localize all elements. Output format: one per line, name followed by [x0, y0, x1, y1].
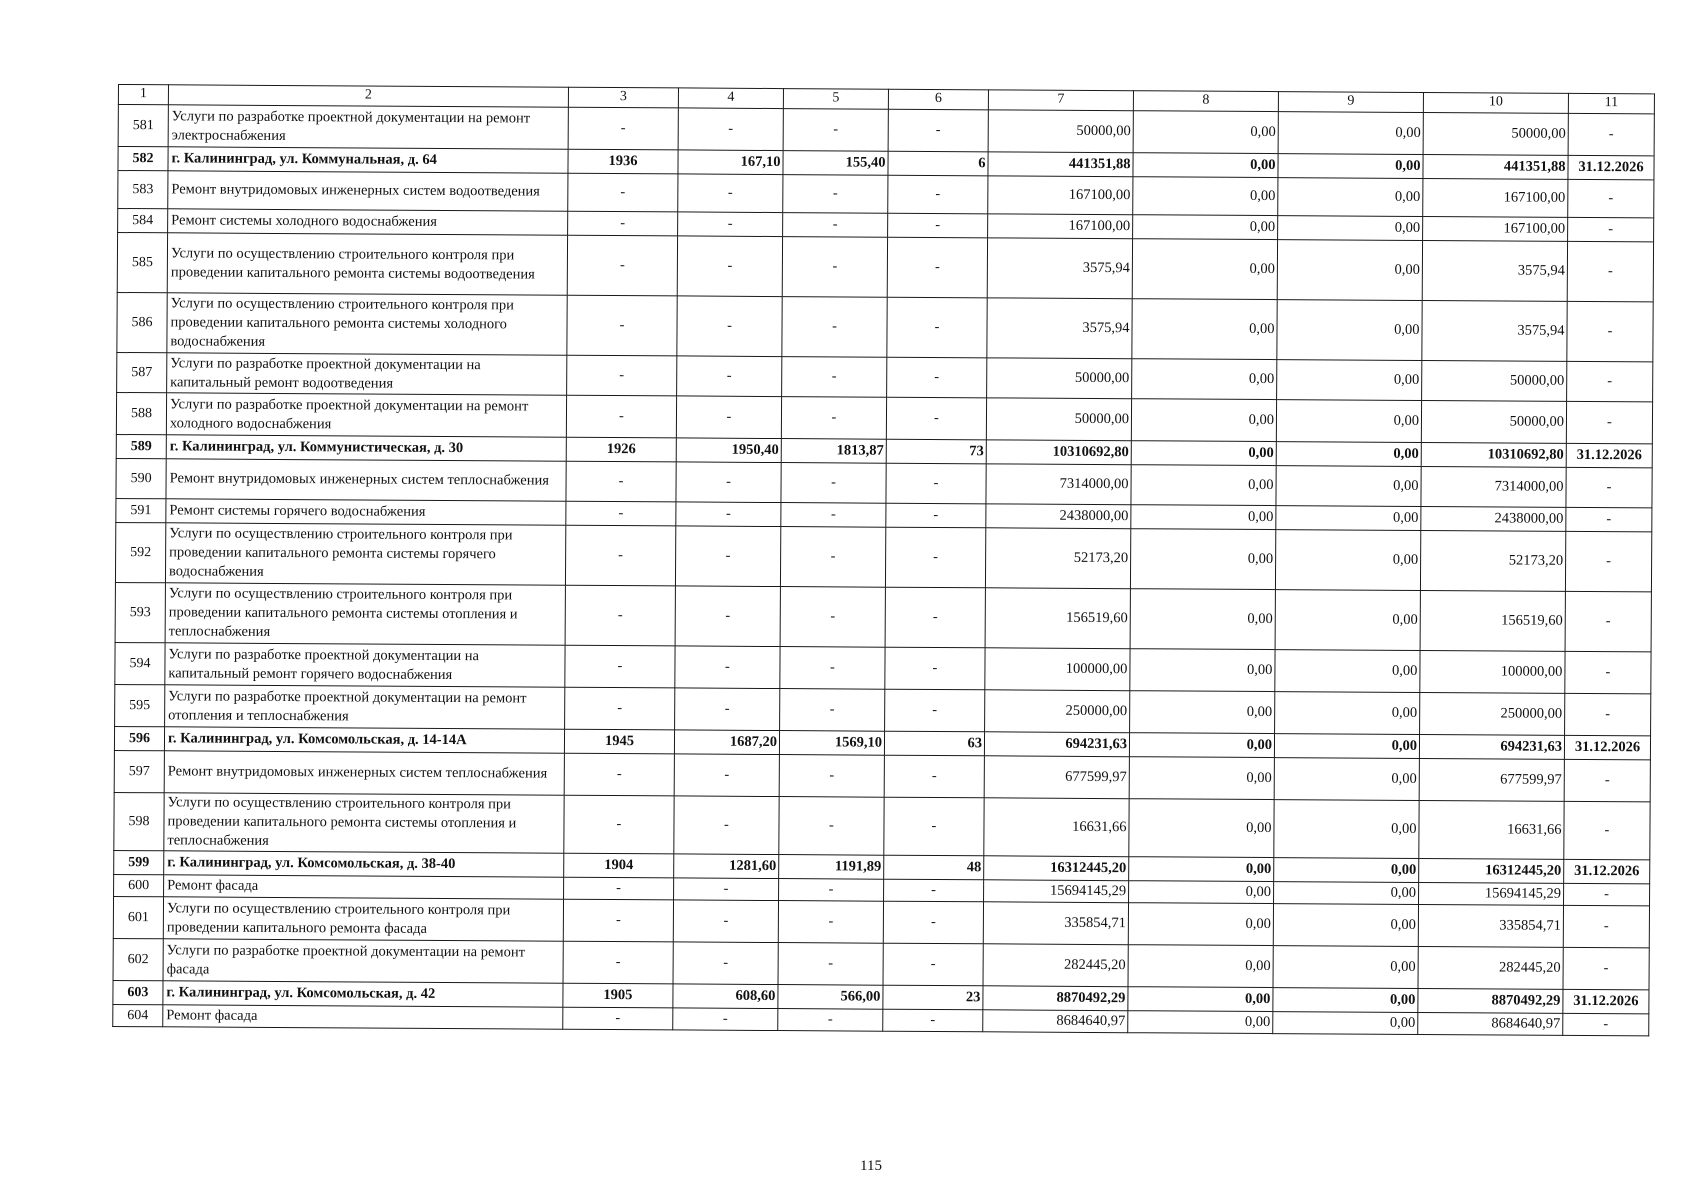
row-name: Ремонт внутридомовых инженерных систем теплоснабжения	[164, 751, 564, 795]
residents-cell: 63	[884, 731, 984, 756]
row-name: Ремонт системы холодного водоснабжения	[168, 209, 568, 235]
row-number: 595	[115, 684, 165, 726]
deadline-cell: 31.12.2026	[1568, 155, 1654, 180]
column-number-3: 3	[568, 87, 678, 108]
col9-cell: 0,00	[1276, 400, 1421, 443]
row-name: г. Калининград, ул. Комсомольская, д. 38-40	[164, 851, 564, 877]
total-area-cell: 1687,20	[674, 730, 779, 755]
total-cost-cell: 100000,00	[985, 648, 1130, 691]
year-built-cell: -	[563, 1007, 673, 1030]
year-built-cell: -	[564, 753, 674, 796]
row-number: 590	[116, 458, 166, 498]
total-cost-cell: 52173,20	[985, 528, 1130, 589]
year-built-cell: -	[566, 501, 676, 526]
total-area-cell: -	[674, 796, 779, 855]
col10-cell: 16312445,20	[1419, 858, 1564, 883]
col8-cell: 0,00	[1129, 881, 1274, 904]
col9-cell: 0,00	[1277, 300, 1422, 361]
living-area-cell: -	[779, 755, 884, 798]
living-area-cell: 1569,10	[779, 731, 884, 756]
col8-cell: 0,00	[1129, 757, 1274, 800]
total-cost-cell: 441351,88	[988, 152, 1133, 177]
col9-cell: 0,00	[1275, 590, 1420, 651]
living-area-cell: -	[782, 237, 887, 298]
total-cost-cell: 50000,00	[986, 398, 1131, 441]
year-built-cell: 1936	[568, 149, 678, 174]
total-area-cell: -	[675, 586, 780, 647]
col8-cell: 0,00	[1129, 799, 1274, 858]
row-number: 591	[116, 498, 166, 522]
residents-cell: -	[883, 1009, 983, 1032]
total-area-cell: -	[675, 526, 780, 587]
column-number-1: 1	[118, 85, 168, 105]
residents-cell: 73	[886, 439, 986, 464]
row-name: г. Калининград, ул. Комсомольская, д. 14-14А	[164, 727, 564, 753]
year-built-cell: -	[566, 395, 676, 438]
col9-cell: 0,00	[1276, 506, 1421, 531]
col9-cell: 0,00	[1274, 758, 1419, 801]
column-number-11: 11	[1568, 93, 1654, 114]
living-area-cell: -	[783, 213, 888, 238]
living-area-cell: -	[783, 109, 888, 152]
page-number: 115	[860, 1158, 882, 1174]
column-number-9: 9	[1278, 92, 1423, 113]
work-item-row	[117, 233, 1653, 302]
deadline-cell: -	[1564, 759, 1650, 802]
col9-cell: 0,00	[1274, 882, 1419, 905]
col10-cell: 50000,00	[1423, 112, 1568, 155]
row-name: Ремонт фасада	[163, 1005, 563, 1029]
col8-cell: 0,00	[1128, 1011, 1273, 1034]
residents-cell: -	[888, 213, 988, 238]
col10-cell: 156519,60	[1420, 590, 1565, 651]
year-built-cell: -	[563, 899, 673, 942]
col8-cell: 0,00	[1128, 987, 1273, 1012]
total-area-cell: 1950,40	[676, 438, 781, 463]
col10-cell: 282445,20	[1418, 946, 1563, 989]
total-area-cell: -	[678, 174, 783, 213]
col9-cell: 0,00	[1278, 216, 1423, 241]
total-area-cell: -	[674, 754, 779, 797]
total-area-cell: -	[676, 462, 781, 503]
col10-cell: 52173,20	[1420, 530, 1565, 591]
year-built-cell: -	[567, 235, 677, 296]
deadline-cell: -	[1565, 693, 1651, 736]
deadline-cell: 31.12.2026	[1566, 443, 1652, 468]
residents-cell: -	[887, 237, 987, 298]
row-number: 584	[118, 209, 168, 233]
deadline-cell: 31.12.2026	[1564, 735, 1650, 760]
col8-cell: 0,00	[1130, 649, 1275, 692]
row-name: г. Калининград, ул. Комсомольская, д. 42	[163, 981, 563, 1007]
year-built-cell: -	[567, 295, 677, 356]
row-number: 586	[117, 292, 167, 352]
col10-cell: 16631,66	[1419, 800, 1564, 859]
col9-cell: 0,00	[1273, 988, 1418, 1013]
living-area-cell: -	[782, 357, 887, 398]
row-number: 597	[114, 750, 164, 792]
col8-cell: 0,00	[1129, 857, 1274, 882]
residents-cell: -	[884, 797, 984, 856]
year-built-cell: 1945	[564, 729, 674, 754]
residents-cell: 48	[884, 855, 984, 880]
total-cost-cell: 167100,00	[988, 214, 1133, 239]
residents-cell: -	[884, 879, 984, 902]
living-area-cell: 1191,89	[779, 855, 884, 880]
living-area-cell: -	[778, 1009, 883, 1032]
col10-cell: 3575,94	[1422, 300, 1567, 361]
col9-cell: 0,00	[1276, 466, 1421, 507]
column-number-6: 6	[888, 89, 988, 110]
col9-cell: 0,00	[1273, 946, 1418, 989]
deadline-cell: -	[1566, 401, 1652, 444]
row-number: 593	[115, 582, 165, 642]
residents-cell: -	[887, 297, 987, 358]
row-number: 599	[114, 850, 164, 874]
living-area-cell: 1813,87	[781, 439, 886, 464]
total-area-cell: -	[677, 236, 782, 297]
col8-cell: 0,00	[1130, 589, 1275, 650]
col8-cell: 0,00	[1133, 215, 1278, 240]
column-number-5: 5	[783, 89, 888, 110]
col10-cell: 50000,00	[1421, 400, 1566, 443]
year-built-cell: -	[566, 461, 676, 502]
deadline-cell: 31.12.2026	[1564, 859, 1650, 884]
document-page	[112, 84, 1654, 1036]
total-area-cell: -	[677, 296, 782, 357]
repair-program-table	[112, 84, 1655, 1036]
col10-cell: 167100,00	[1423, 178, 1568, 217]
row-number: 581	[118, 105, 168, 147]
residents-cell: -	[886, 503, 986, 528]
total-area-cell: -	[673, 942, 778, 985]
col9-cell: 0,00	[1273, 904, 1418, 947]
living-area-cell: -	[780, 689, 885, 732]
row-number: 601	[113, 896, 163, 938]
col9-cell: 0,00	[1274, 800, 1419, 859]
total-area-cell: -	[678, 108, 783, 151]
col10-cell: 8684640,97	[1418, 1012, 1563, 1035]
living-area-cell: -	[780, 527, 885, 588]
total-cost-cell: 282445,20	[983, 944, 1128, 987]
total-cost-cell: 16312445,20	[984, 856, 1129, 881]
total-cost-cell: 250000,00	[985, 690, 1130, 733]
col10-cell: 8870492,29	[1418, 988, 1563, 1013]
row-name: Ремонт системы горячего водоснабжения	[166, 499, 566, 525]
row-name: г. Калининград, ул. Коммунистическая, д. 30	[166, 435, 566, 461]
col8-cell: 0,00	[1131, 505, 1276, 530]
residents-cell: -	[883, 901, 983, 944]
year-built-cell: -	[564, 795, 674, 854]
work-item-row	[115, 522, 1651, 591]
row-number: 592	[115, 522, 165, 582]
col9-cell: 0,00	[1275, 530, 1420, 591]
col10-cell: 694231,63	[1419, 734, 1564, 759]
total-cost-cell: 694231,63	[984, 732, 1129, 757]
col9-cell: 0,00	[1278, 178, 1423, 217]
deadline-cell: -	[1566, 507, 1652, 532]
year-built-cell: -	[568, 107, 678, 150]
residents-cell: -	[885, 527, 985, 588]
residents-cell: -	[888, 109, 988, 152]
col10-cell: 335854,71	[1418, 904, 1563, 947]
column-number-8: 8	[1133, 91, 1278, 112]
total-area-cell: -	[674, 878, 779, 901]
col9-cell: 0,00	[1278, 154, 1423, 179]
residents-cell: -	[886, 463, 986, 504]
total-cost-cell: 156519,60	[985, 588, 1130, 649]
residents-cell: -	[887, 357, 987, 398]
col10-cell: 10310692,80	[1421, 442, 1566, 467]
living-area-cell: -	[778, 943, 883, 986]
deadline-cell: -	[1568, 217, 1654, 242]
col9-cell: 0,00	[1277, 360, 1422, 401]
row-number: 588	[116, 392, 166, 434]
row-name: Услуги по осуществлению строительного контроля при проведении капитального ремонта системы горячего водоснабжения	[165, 523, 565, 585]
living-area-cell: -	[780, 587, 885, 648]
deadline-cell: -	[1567, 301, 1653, 362]
col8-cell: 0,00	[1130, 691, 1275, 734]
col10-cell: 677599,97	[1419, 758, 1564, 801]
deadline-cell: -	[1565, 651, 1651, 694]
total-cost-cell: 15694145,29	[984, 880, 1129, 903]
row-number: 604	[113, 1004, 163, 1026]
row-name: Услуги по разработке проектной документации на ремонт фасада	[163, 939, 563, 983]
column-number-2: 2	[168, 85, 568, 107]
column-number-4: 4	[678, 88, 783, 109]
total-cost-cell: 167100,00	[988, 176, 1133, 215]
deadline-cell: -	[1567, 241, 1653, 302]
living-area-cell: -	[780, 647, 885, 690]
year-built-cell: -	[565, 525, 675, 586]
col9-cell: 0,00	[1275, 650, 1420, 693]
row-name: Услуги по осуществлению строительного контроля при проведении капитального ремонта системы отопления и теплоснабжения	[165, 583, 565, 645]
row-number: 602	[113, 938, 163, 980]
residents-cell: -	[883, 943, 983, 986]
row-name: Услуги по разработке проектной документации на капитальный ремонт горячего водоснабжения	[165, 643, 565, 687]
residents-cell: 23	[883, 985, 983, 1010]
living-area-cell: -	[781, 397, 886, 440]
living-area-cell: 566,00	[778, 985, 883, 1010]
deadline-cell: -	[1563, 1013, 1649, 1036]
residents-cell: 6	[888, 151, 988, 176]
col8-cell: 0,00	[1132, 239, 1277, 300]
total-cost-cell: 50000,00	[988, 110, 1133, 153]
total-area-cell: 608,60	[673, 984, 778, 1009]
deadline-cell: -	[1566, 467, 1652, 508]
deadline-cell: -	[1565, 531, 1651, 592]
total-area-cell: 167,10	[678, 150, 783, 175]
col8-cell: 0,00	[1128, 945, 1273, 988]
row-name: Услуги по осуществлению строительного контроля при проведении капитального ремонта фасада	[163, 897, 563, 941]
deadline-cell: -	[1564, 883, 1650, 906]
residents-cell: -	[884, 755, 984, 798]
total-cost-cell: 2438000,00	[986, 504, 1131, 529]
total-cost-cell: 16631,66	[984, 798, 1129, 857]
living-area-cell: -	[778, 901, 883, 944]
col10-cell: 3575,94	[1422, 240, 1567, 301]
row-name: Услуги по разработке проектной документации на капитальный ремонт водоотведения	[167, 353, 567, 395]
col9-cell: 0,00	[1277, 240, 1422, 301]
year-built-cell: 1926	[566, 437, 676, 462]
col8-cell: 0,00	[1131, 465, 1276, 506]
work-item-row	[115, 582, 1651, 651]
col8-cell: 0,00	[1132, 359, 1277, 400]
total-area-cell: -	[677, 356, 782, 397]
row-name: г. Калининград, ул. Коммунальная, д. 64	[168, 147, 568, 173]
deadline-cell: -	[1567, 361, 1653, 402]
row-number: 596	[114, 726, 164, 750]
col10-cell: 2438000,00	[1421, 506, 1566, 531]
living-area-cell: -	[779, 797, 884, 856]
row-name: Ремонт внутридомовых инженерных систем теплоснабжения	[166, 459, 566, 501]
row-number: 600	[114, 874, 164, 896]
col9-cell: 0,00	[1278, 112, 1423, 155]
year-built-cell: -	[563, 941, 673, 984]
column-number-7: 7	[988, 90, 1133, 111]
col8-cell: 0,00	[1133, 153, 1278, 178]
residents-cell: -	[885, 587, 985, 648]
row-number: 587	[117, 352, 167, 392]
col8-cell: 0,00	[1133, 177, 1278, 216]
work-item-row	[114, 792, 1650, 859]
row-name: Услуги по осуществлению строительного контроля при проведении капитального ремонта системы водоотведения	[167, 233, 567, 295]
col10-cell: 50000,00	[1422, 360, 1567, 401]
column-number-10: 10	[1423, 92, 1568, 113]
row-name: Ремонт фасада	[164, 875, 564, 899]
year-built-cell: -	[565, 645, 675, 688]
living-area-cell: 155,40	[783, 151, 888, 176]
col10-cell: 167100,00	[1423, 216, 1568, 241]
year-built-cell: -	[564, 877, 674, 900]
year-built-cell: -	[565, 585, 675, 646]
col9-cell: 0,00	[1275, 692, 1420, 735]
col8-cell: 0,00	[1131, 441, 1276, 466]
year-built-cell: -	[567, 355, 677, 396]
year-built-cell: -	[568, 211, 678, 236]
total-area-cell: -	[678, 212, 783, 237]
deadline-cell: -	[1564, 801, 1650, 860]
deadline-cell: -	[1565, 591, 1651, 652]
residents-cell: -	[888, 175, 988, 214]
total-cost-cell: 7314000,00	[986, 464, 1131, 505]
total-cost-cell: 335854,71	[983, 902, 1128, 945]
total-cost-cell: 8870492,29	[983, 986, 1128, 1011]
total-area-cell: -	[676, 502, 781, 527]
col10-cell: 100000,00	[1420, 650, 1565, 693]
col8-cell: 0,00	[1133, 111, 1278, 154]
total-area-cell: -	[673, 1008, 778, 1031]
deadline-cell: -	[1563, 947, 1649, 990]
col10-cell: 441351,88	[1423, 154, 1568, 179]
col8-cell: 0,00	[1132, 299, 1277, 360]
year-built-cell: 1905	[563, 983, 673, 1008]
total-cost-cell: 677599,97	[984, 756, 1129, 799]
row-number: 583	[118, 171, 168, 209]
col10-cell: 15694145,29	[1419, 882, 1564, 905]
row-number: 585	[117, 233, 167, 293]
col10-cell: 7314000,00	[1421, 466, 1566, 507]
living-area-cell: -	[781, 463, 886, 504]
col9-cell: 0,00	[1273, 1012, 1418, 1035]
row-name: Услуги по осуществлению строительного контроля при проведении капитального ремонта системы отопления и теплоснабжения	[164, 793, 564, 853]
row-number: 603	[113, 980, 163, 1004]
row-name: Услуги по разработке проектной документации на ремонт электроснабжения	[168, 105, 568, 149]
row-number: 589	[116, 434, 166, 458]
year-built-cell: 1904	[564, 853, 674, 878]
col8-cell: 0,00	[1129, 733, 1274, 758]
row-number: 582	[118, 147, 168, 171]
year-built-cell: -	[568, 173, 678, 212]
row-name: Ремонт внутридомовых инженерных систем водоотведения	[168, 171, 568, 211]
total-cost-cell: 3575,94	[987, 238, 1132, 299]
row-name: Услуги по разработке проектной документации на ремонт холодного водоснабжения	[166, 393, 566, 437]
work-item-row	[117, 292, 1653, 361]
col9-cell: 0,00	[1274, 858, 1419, 883]
residents-cell: -	[885, 647, 985, 690]
col10-cell: 250000,00	[1420, 692, 1565, 735]
row-name: Услуги по осуществлению строительного контроля при проведении капитального ремонта системы холодного водоснабжения	[167, 293, 567, 355]
year-built-cell: -	[565, 687, 675, 730]
total-cost-cell: 10310692,80	[986, 440, 1131, 465]
total-cost-cell: 8684640,97	[983, 1010, 1128, 1033]
residents-cell: -	[886, 397, 986, 440]
living-area-cell: -	[779, 879, 884, 902]
total-area-cell: -	[675, 646, 780, 689]
row-number: 598	[114, 792, 164, 850]
living-area-cell: -	[781, 503, 886, 528]
total-area-cell: 1281,60	[674, 854, 779, 879]
col9-cell: 0,00	[1274, 734, 1419, 759]
col8-cell: 0,00	[1131, 399, 1276, 442]
total-area-cell: -	[676, 396, 781, 439]
row-name: Услуги по разработке проектной документации на ремонт отопления и теплоснабжения	[165, 685, 565, 729]
total-area-cell: -	[675, 688, 780, 731]
deadline-cell: -	[1568, 179, 1654, 218]
col8-cell: 0,00	[1128, 903, 1273, 946]
col8-cell: 0,00	[1130, 529, 1275, 590]
total-area-cell: -	[673, 900, 778, 943]
row-number: 594	[115, 642, 165, 684]
residents-cell: -	[885, 689, 985, 732]
deadline-cell: 31.12.2026	[1563, 989, 1649, 1014]
living-area-cell: -	[783, 175, 888, 214]
col9-cell: 0,00	[1276, 442, 1421, 467]
deadline-cell: -	[1563, 905, 1649, 948]
total-cost-cell: 3575,94	[987, 298, 1132, 359]
living-area-cell: -	[782, 297, 887, 358]
deadline-cell: -	[1568, 113, 1654, 156]
total-cost-cell: 50000,00	[987, 358, 1132, 399]
